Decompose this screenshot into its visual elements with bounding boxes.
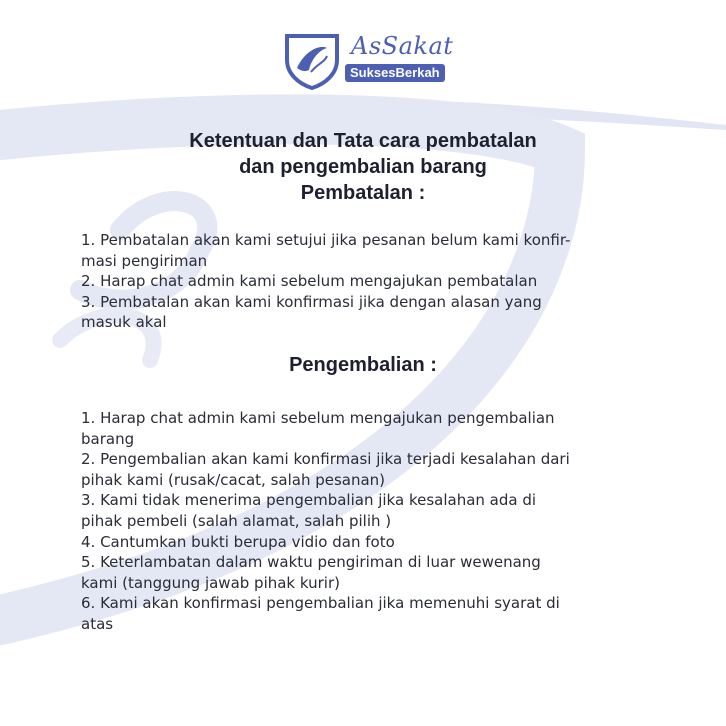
brand-tagline: SuksesBerkah	[345, 64, 445, 82]
list-item: 4. Cantumkan bukti berupa vidio dan foto	[81, 532, 395, 551]
list-item: pihak kami (rusak/cacat, salah pesanan)	[81, 470, 386, 489]
shield-icon	[281, 30, 343, 92]
list-item: 2. Harap chat admin kami sebelum mengajukan pembatalan	[81, 272, 538, 291]
page-title	[0, 128, 726, 180]
list-item: masuk akal	[81, 313, 167, 332]
title-line-1: Ketentuan dan Tata cara pembatalan	[189, 130, 537, 152]
list-item: 1. Harap chat admin kami sebelum mengajukan pengembalian	[81, 409, 555, 427]
list-item: barang	[81, 429, 135, 448]
brand-logo	[281, 30, 454, 92]
cancellation-heading: Pembatalan :	[300, 182, 426, 204]
list-item: 3. Pembatalan akan kami konfirmasi jika dengan alasan yang	[81, 292, 542, 311]
title-line-2: dan pengembalian barang	[239, 156, 487, 178]
list-item: pihak pembeli (salah alamat, salah pilih )	[81, 511, 392, 530]
brand-script-name: AsSakat	[351, 32, 454, 60]
list-item: atas	[81, 614, 114, 633]
list-item: 6. Kami akan konfirmasi pengembalian jika memenuhi syarat di	[81, 594, 560, 613]
list-item: masi pengiriman	[81, 251, 208, 270]
cancellation-list	[81, 230, 661, 333]
list-item: 5. Keterlambatan dalam waktu pengiriman di luar wewenang	[81, 553, 541, 572]
return-heading: Pengembalian :	[289, 354, 437, 376]
list-item: 2. Pengembalian akan kami konfirmasi jika terjadi kesalahan dari	[81, 450, 570, 469]
list-item: 3. Kami tidak menerima pengembalian jika kesalahan ada di	[81, 491, 537, 510]
list-item: kami (tanggung jawab pihak kurir)	[81, 573, 340, 592]
list-item: 1. Pembatalan akan kami setujui jika pesanan belum kami konfir-	[81, 231, 571, 249]
return-list	[81, 408, 661, 635]
